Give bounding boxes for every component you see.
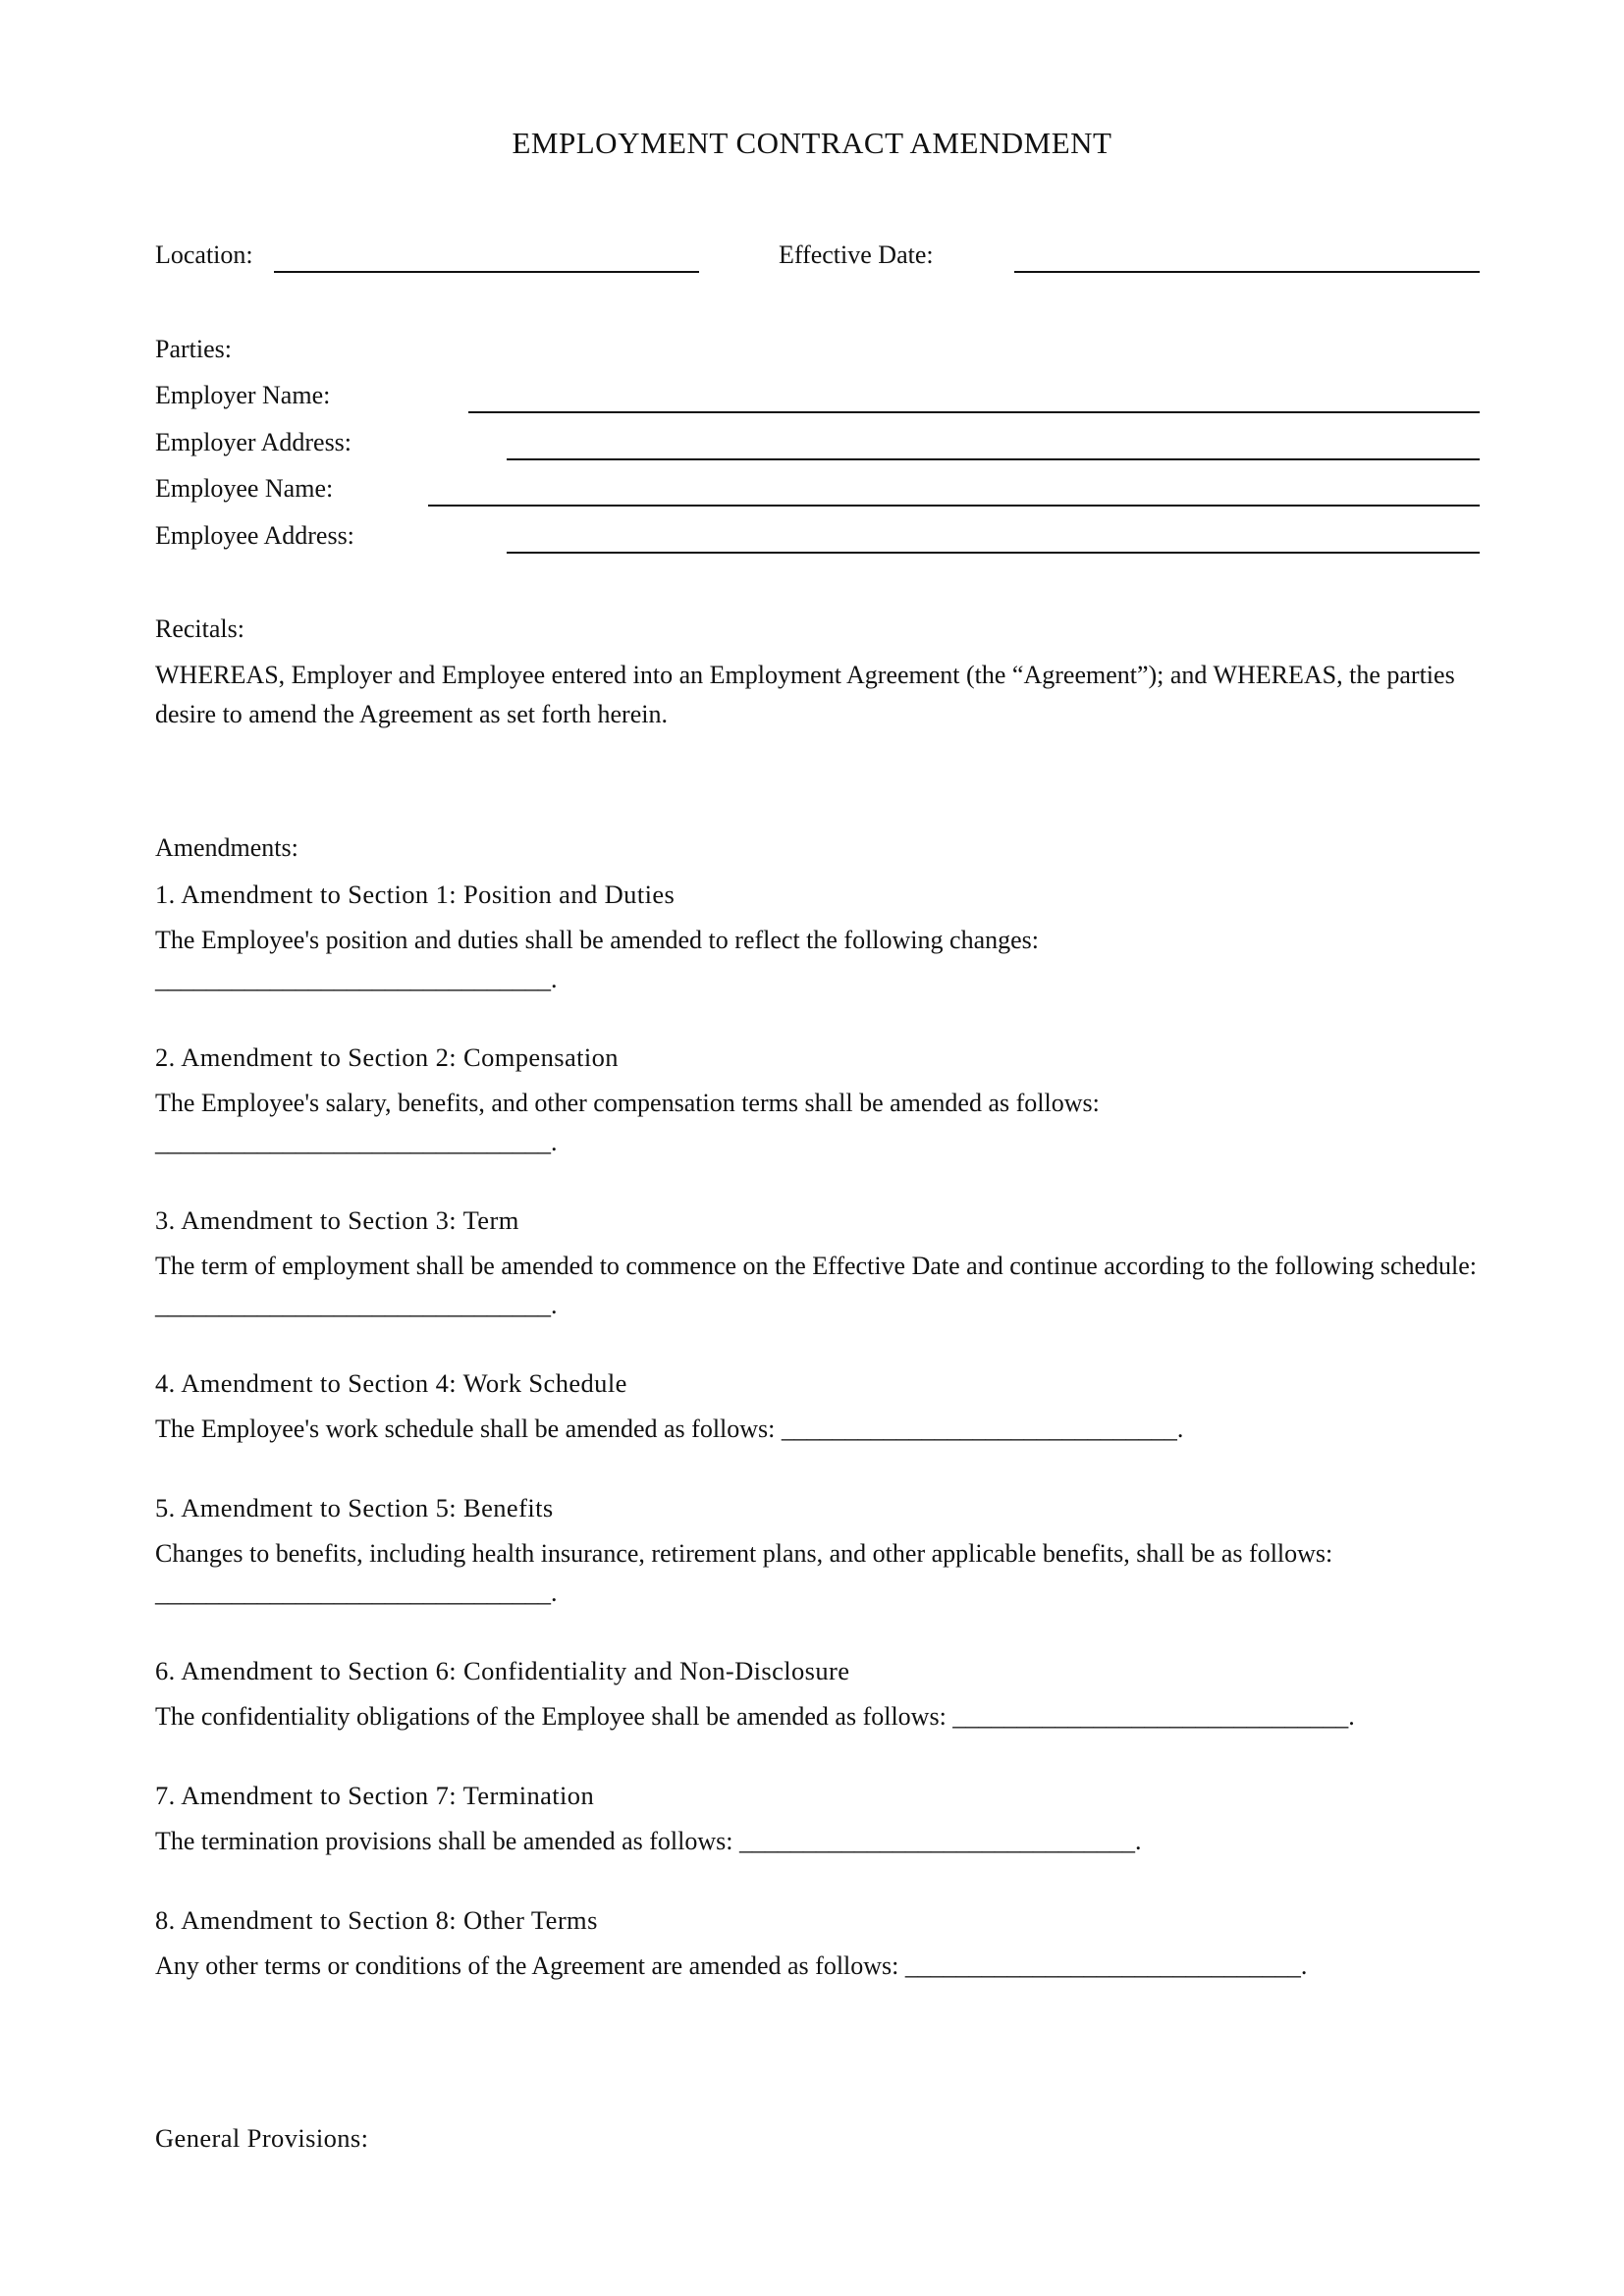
effective-date-label: Effective Date: bbox=[779, 240, 934, 269]
employee-address-label: Employee Address: bbox=[155, 521, 354, 550]
document-title: EMPLOYMENT CONTRACT AMENDMENT bbox=[512, 126, 1112, 160]
employee-address-field-line[interactable] bbox=[507, 552, 1480, 554]
amendment-4-text bbox=[155, 1410, 1481, 1449]
amendment-1-text bbox=[155, 921, 1481, 999]
amendment-5-body: Changes to benefits, including health insurance, retirement plans, and other applicable benefits, shall be as follows: bbox=[155, 1539, 1333, 1568]
amendment-2-body: The Employee's salary, benefits, and other compensation terms shall be amended as follows: bbox=[155, 1089, 1100, 1117]
amendment-6-blank[interactable]: _______________________________. bbox=[952, 1702, 1355, 1731]
amendment-2-heading: 2. Amendment to Section 2: Compensation bbox=[155, 1042, 619, 1072]
general-provisions-heading: General Provisions: bbox=[155, 2123, 369, 2153]
amendment-4-body: The Employee's work schedule shall be amended as follows: bbox=[155, 1415, 776, 1443]
amendment-8-heading: 8. Amendment to Section 8: Other Terms bbox=[155, 1905, 598, 1935]
amendment-1-heading: 1. Amendment to Section 1: Position and Duties bbox=[155, 880, 676, 909]
amendment-2-blank[interactable]: _______________________________. bbox=[155, 1128, 558, 1156]
employee-name-field-line[interactable] bbox=[428, 505, 1480, 507]
amendment-8-text bbox=[155, 1947, 1481, 1986]
amendment-6-text bbox=[155, 1697, 1481, 1736]
amendment-5-text bbox=[155, 1534, 1481, 1613]
amendment-3-text bbox=[155, 1247, 1481, 1325]
amendment-6-body: The confidentiality obligations of the Employee shall be amended as follows: bbox=[155, 1702, 947, 1731]
parties-heading: Parties: bbox=[155, 335, 232, 363]
amendment-7-text bbox=[155, 1822, 1481, 1861]
amendment-1-blank[interactable]: _______________________________. bbox=[155, 965, 558, 993]
amendment-5-blank[interactable]: _______________________________. bbox=[155, 1578, 558, 1607]
amendments-heading: Amendments: bbox=[155, 833, 298, 862]
recitals-heading: Recitals: bbox=[155, 614, 244, 643]
amendment-6-heading: 6. Amendment to Section 6: Confidentiality and Non-Disclosure bbox=[155, 1656, 850, 1685]
amendment-3-heading: 3. Amendment to Section 3: Term bbox=[155, 1205, 519, 1235]
employer-address-label: Employer Address: bbox=[155, 428, 352, 456]
amendment-5-heading: 5. Amendment to Section 5: Benefits bbox=[155, 1493, 554, 1522]
amendment-1-body: The Employee's position and duties shall be amended to reflect the following changes: bbox=[155, 926, 1039, 954]
amendment-8-blank[interactable]: _______________________________. bbox=[904, 1951, 1308, 1980]
location-field-line[interactable] bbox=[274, 271, 699, 273]
amendment-4-heading: 4. Amendment to Section 4: Work Schedule bbox=[155, 1368, 627, 1398]
amendment-7-blank[interactable]: _______________________________. bbox=[739, 1827, 1142, 1855]
amendment-8-body: Any other terms or conditions of the Agreement are amended as follows: bbox=[155, 1951, 899, 1980]
effective-date-field-line[interactable] bbox=[1014, 271, 1480, 273]
employer-name-label: Employer Name: bbox=[155, 381, 331, 409]
employer-name-field-line[interactable] bbox=[468, 411, 1480, 413]
amendment-3-blank[interactable]: _______________________________. bbox=[155, 1291, 558, 1319]
amendment-4-blank[interactable]: _______________________________. bbox=[781, 1415, 1184, 1443]
amendment-7-body: The termination provisions shall be amended as follows: bbox=[155, 1827, 733, 1855]
location-label: Location: bbox=[155, 240, 253, 269]
amendment-2-text bbox=[155, 1084, 1481, 1162]
recitals-text: WHEREAS, Employer and Employee entered into an Employment Agreement (the “Agreement”); and WHEREAS, the parties desire to amend the Agreement as set forth herein. bbox=[155, 661, 1455, 728]
employer-address-field-line[interactable] bbox=[507, 458, 1480, 460]
employee-name-label: Employee Name: bbox=[155, 474, 334, 503]
amendment-7-heading: 7. Amendment to Section 7: Termination bbox=[155, 1781, 595, 1810]
amendment-3-body: The term of employment shall be amended to commence on the Effective Date and continue according to the following schedule: bbox=[155, 1252, 1478, 1280]
